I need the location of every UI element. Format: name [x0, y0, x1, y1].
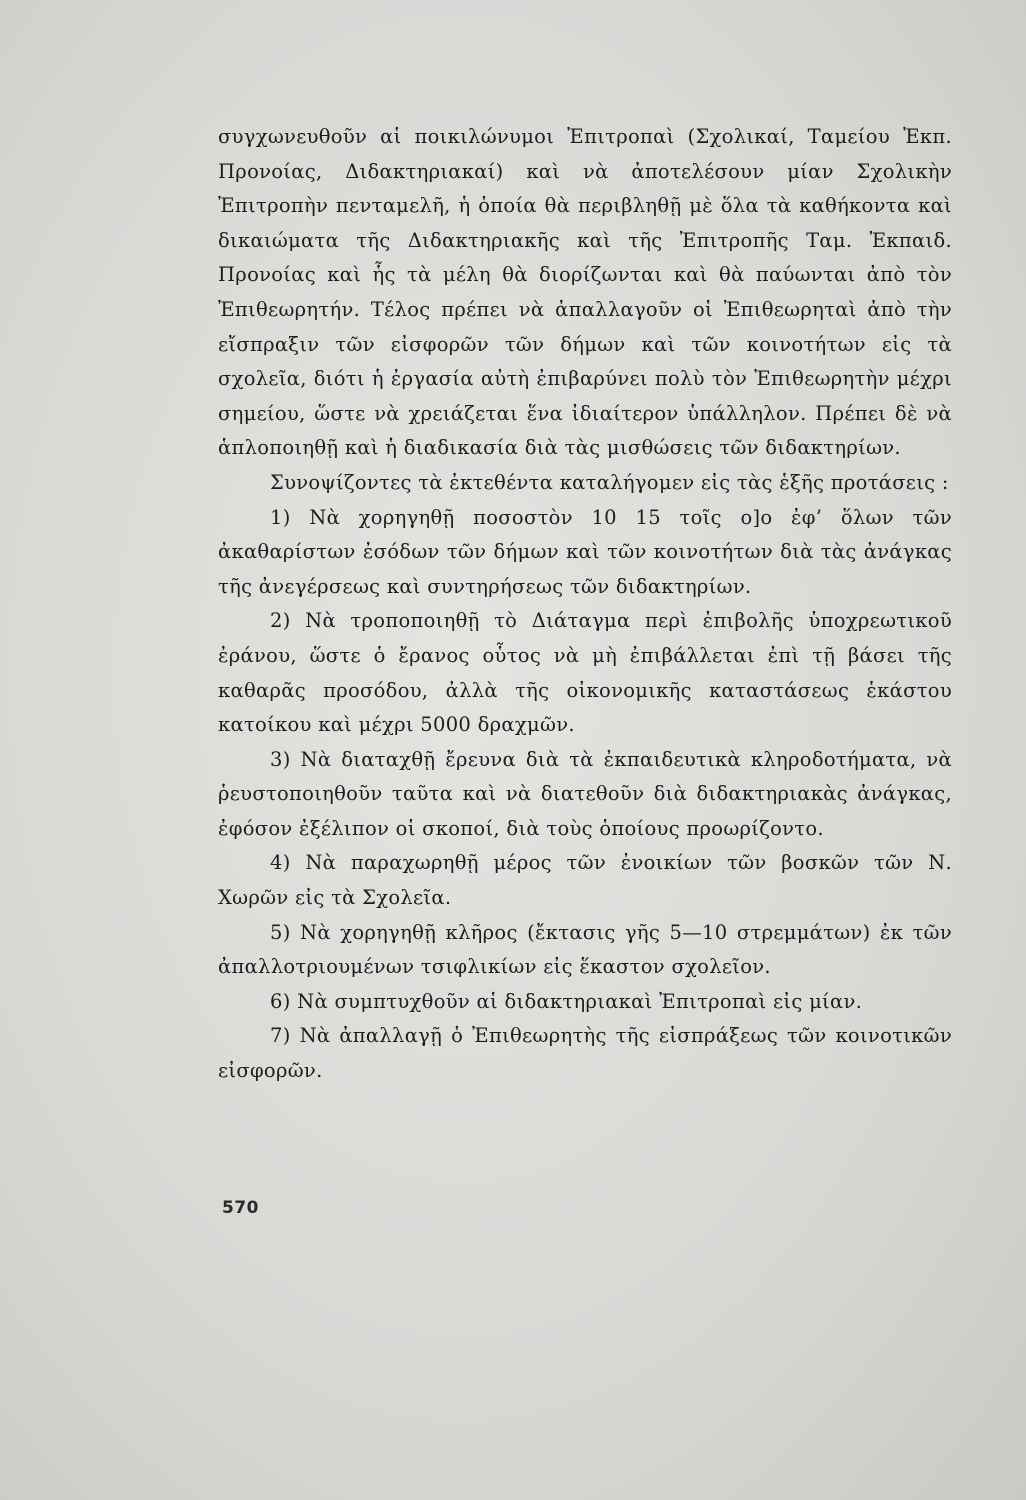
body-text	[218, 120, 952, 1089]
paragraph-continuation: συγχωνευθοῦν αἱ ποικιλώνυμοι Ἐπιτροπαὶ (Σχολικαί, Ταμείου Ἐκπ. Προνοίας, Διδακτηριακαί) καὶ νὰ ἀποτελέσουν μίαν Σχολικὴν Ἐπιτροπὴν πενταμελῆ, ἡ ὁποία θὰ περιβληθῇ μὲ ὅλα τὰ καθήκοντα καὶ δικαιώματα τῆς Διδακτηριακῆς καὶ τῆς Ἐπιτροπῆς Ταμ. Ἐκπαιδ. Προνοίας καὶ ἧς τὰ μέλη θὰ διορίζωνται καὶ θὰ παύωνται ἀπὸ τὸν Ἐπιθεωρητήν. Τέλος πρέπει νὰ ἀπαλλαγοῦν οἱ Ἐπιθεωρηταὶ ἀπὸ τὴν εἴσπραξιν τῶν εἰσφορῶν τῶν δήμων καὶ τῶν κοινοτήτων εἰς τὰ σχολεῖα, διότι ἡ ἐργασία αὐτὴ ἐπιβαρύνει πολὺ τὸν Ἐπιθεωρητὴν μέχρι σημείου, ὥστε νὰ χρειάζεται ἕνα ἰδιαίτερον ὑπάλληλον. Πρέπει δὲ νὰ ἁπλοποιηθῇ καὶ ἡ διαδικασία διὰ τὰς μισθώσεις τῶν διδακτηρίων.	[218, 125, 952, 460]
proposal-6: 6) Νὰ συμπτυχθοῦν αἱ διδακτηριακαὶ Ἐπιτροπαὶ εἰς μίαν.	[270, 989, 863, 1013]
paragraph-summary-intro: Συνοψίζοντες τὰ ἐκτεθέντα καταλήγομεν εἰς τὰς ἑξῆς προτάσεις :	[270, 470, 949, 494]
proposal-3: 3) Νὰ διαταχθῇ ἔρευνα διὰ τὰ ἐκπαιδευτικὰ κληροδοτήματα, νὰ ῥευστοποιηθοῦν ταῦτα καὶ νὰ διατεθοῦν διὰ διδακτηριακὰς ἀνάγκας, ἐφόσον ἐξέλιπον οἱ σκοποί, διὰ τοὺς ὁποίους προωρίζοντο.	[218, 747, 952, 840]
proposal-4: 4) Νὰ παραχωρηθῇ μέρος τῶν ἐνοικίων τῶν βοσκῶν τῶν Ν. Χωρῶν εἰς τὰ Σχολεῖα.	[218, 851, 952, 910]
proposal-5: 5) Νὰ χορηγηθῇ κλῆρος (ἔκτασις γῆς 5—10 στρεμμάτων) ἐκ τῶν ἀπαλλοτριουμένων τσιφλικίων εἰς ἕκαστον σχολεῖον.	[218, 920, 952, 979]
proposal-1: 1) Νὰ χορηγηθῇ ποσοστὸν 10 15 τοῖς ο]ο ἐφ’ ὅλων τῶν ἀκαθαρίστων ἐσόδων τῶν δήμων καὶ τῶν κοινοτήτων διὰ τὰς ἀνάγκας τῆς ἀνεγέρσεως καὶ συντηρήσεως τῶν διδακτηρίων.	[218, 505, 952, 598]
proposal-7: 7) Νὰ ἀπαλλαγῇ ὁ Ἐπιθεωρητὴς τῆς εἰσπράξεως τῶν κοινοτικῶν εἰσφορῶν.	[218, 1024, 952, 1083]
page-number: 570	[222, 1198, 259, 1218]
proposal-2: 2) Νὰ τροποποιηθῇ τὸ Διάταγμα περὶ ἐπιβολῆς ὑποχρεωτικοῦ ἐράνου, ὥστε ὁ ἔρανος οὗτος νὰ μὴ ἐπιβάλλεται ἐπὶ τῇ βάσει τῆς καθαρᾶς προσόδου, ἀλλὰ τῆς οἰκονομικῆς καταστάσεως ἑκάστου κατοίκου καὶ μέχρι 5000 δραχμῶν.	[218, 609, 952, 737]
